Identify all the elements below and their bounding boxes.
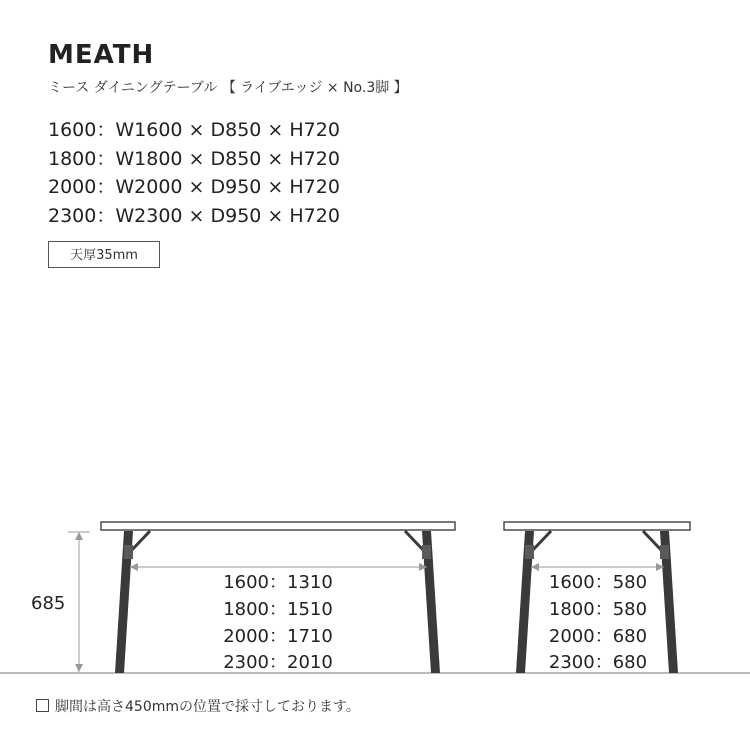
side-left-bracket — [525, 545, 534, 559]
front-span-label: 2300：2010 — [223, 652, 333, 673]
top-thickness-badge: 天厚35mm — [48, 241, 160, 268]
size-line: 2300：W2300 × D950 × H720 — [48, 204, 340, 227]
height-label: 685 — [31, 593, 66, 614]
product-title: MEATH — [48, 40, 155, 70]
front-span-dimension — [130, 563, 427, 571]
front-tabletop — [101, 522, 455, 530]
height-dimension — [68, 532, 90, 672]
front-span-label: 1800：1510 — [223, 599, 333, 620]
front-view-table — [101, 522, 455, 673]
side-span-dimension — [531, 563, 664, 571]
side-span-label: 2000：680 — [548, 626, 648, 647]
front-right-bracket — [422, 545, 431, 559]
side-tabletop — [504, 522, 690, 530]
checkbox-square-icon — [36, 699, 49, 712]
front-left-bracket — [124, 545, 133, 559]
footnote-text: 脚間は高さ450mmの位置で採寸しております。 — [55, 699, 360, 715]
product-subtitle: ミース ダイニングテーブル 【 ライブエッジ × No.3脚 】 — [48, 80, 408, 96]
front-span-label: 1600：1310 — [223, 572, 333, 593]
side-right-bracket — [660, 545, 669, 559]
size-line: 1800：W1800 × D850 × H720 — [48, 147, 340, 170]
side-span-label: 1800：580 — [548, 599, 648, 620]
size-line: 2000：W2000 × D950 × H720 — [48, 176, 340, 198]
side-span-label: 1600：580 — [548, 572, 648, 593]
side-span-label: 2300：680 — [548, 652, 648, 673]
footnote — [36, 696, 360, 716]
front-span-label: 2000：1710 — [223, 626, 333, 647]
size-line: 1600：W1600 × D850 × H720 — [48, 119, 340, 141]
side-view-table — [504, 522, 690, 673]
